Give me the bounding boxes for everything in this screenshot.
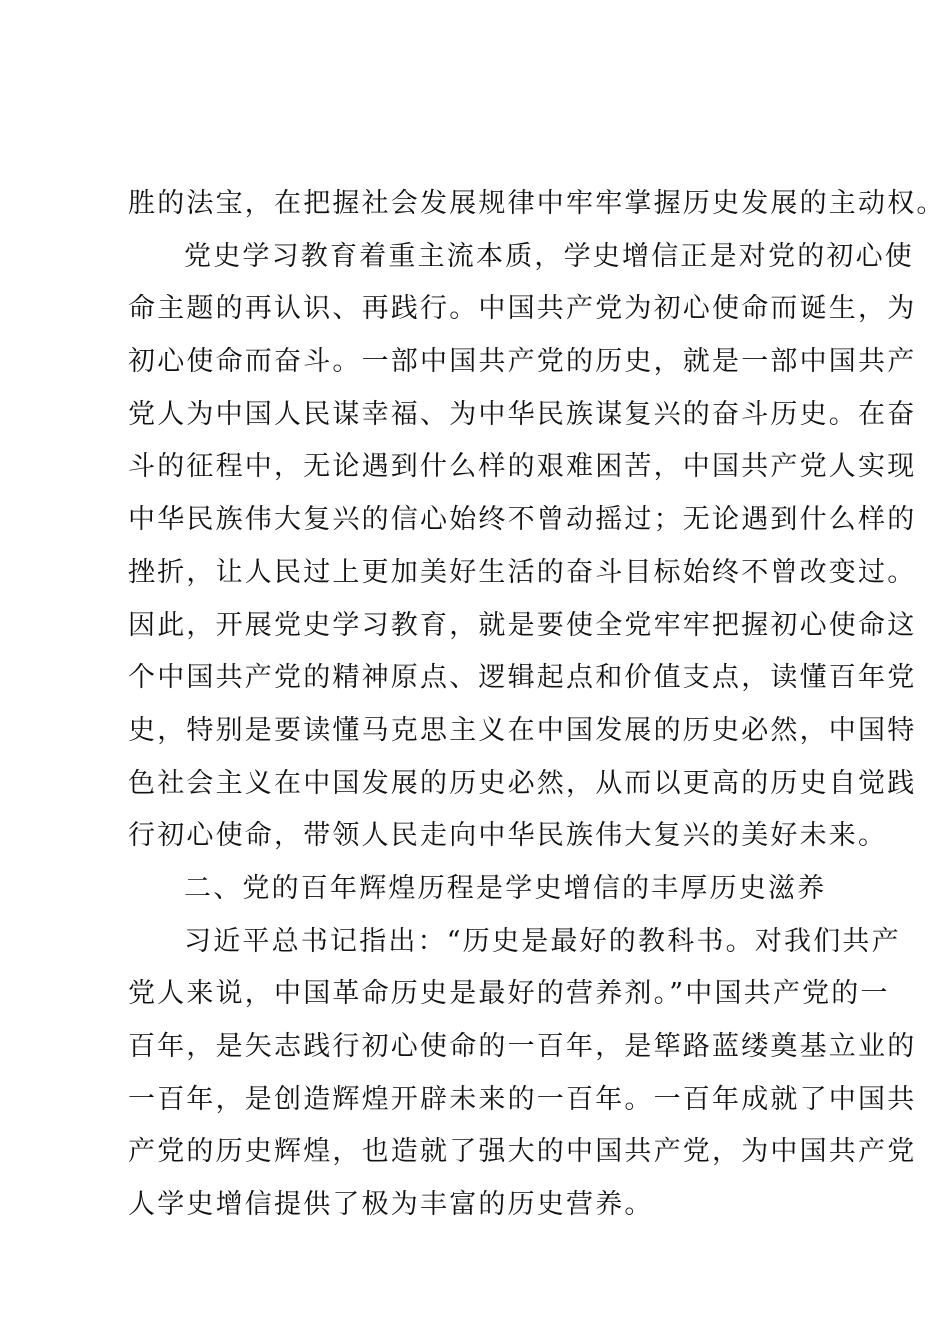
text-line: 胜的法宝，在把握社会发展规律中牢牢掌握历史发展的主动权。 — [128, 188, 946, 219]
text-line: 个中国共产党的精神原点、逻辑起点和价值支点，读懂百年党 — [128, 662, 917, 694]
text-line: 命主题的再认识、再践行。中国共产党为初心使命而诞生，为 — [128, 293, 917, 325]
text-line: 党人来说，中国革命历史是最好的营养剂。”中国共产党的一 — [128, 978, 890, 1010]
text-line: 党人为中国人民谋幸福、为中华民族谋复兴的奋斗历史。在奋 — [128, 398, 917, 430]
section-heading: 二、党的百年辉煌历程是学史增信的丰厚历史滋养 — [184, 872, 827, 904]
text-line: 产党的历史辉煌，也造就了强大的中国共产党，为中国共产党 — [128, 1136, 917, 1168]
text-line: 党史学习教育着重主流本质，学史增信正是对党的初心使 — [184, 240, 914, 272]
text-line: 斗的征程中，无论遇到什么样的艰难困苦，中国共产党人实现 — [128, 451, 917, 483]
text-line: 挫折，让人民过上更加美好生活的奋斗目标始终不曾改变过。 — [128, 556, 917, 588]
text-line: 一百年，是创造辉煌开辟未来的一百年。一百年成就了中国共 — [128, 1083, 917, 1115]
text-line: 因此，开展党史学习教育，就是要使全党牢牢把握初心使命这 — [128, 609, 917, 641]
text-line: 史，特别是要读懂马克思主义在中国发展的历史必然，中国特 — [128, 714, 917, 746]
text-line: 中华民族伟大复兴的信心始终不曾动摇过；无论遇到什么样的 — [128, 504, 917, 536]
document-page — [128, 178, 946, 1232]
text-line: 色社会主义在中国发展的历史必然，从而以更高的历史自觉践 — [128, 767, 917, 799]
text-line: 初心使命而奋斗。一部中国共产党的历史，就是一部中国共产 — [128, 346, 917, 378]
text-line: 行初心使命，带领人民走向中华民族伟大复兴的美好未来。 — [128, 820, 888, 852]
text-line: 习近平总书记指出：“历史是最好的教科书。对我们共产 — [184, 925, 901, 957]
text-line: 人学史增信提供了极为丰富的历史营养。 — [128, 1189, 654, 1221]
text-line: 百年，是矢志践行初心使命的一百年，是筚路蓝缕奠基立业的 — [128, 1031, 917, 1062]
